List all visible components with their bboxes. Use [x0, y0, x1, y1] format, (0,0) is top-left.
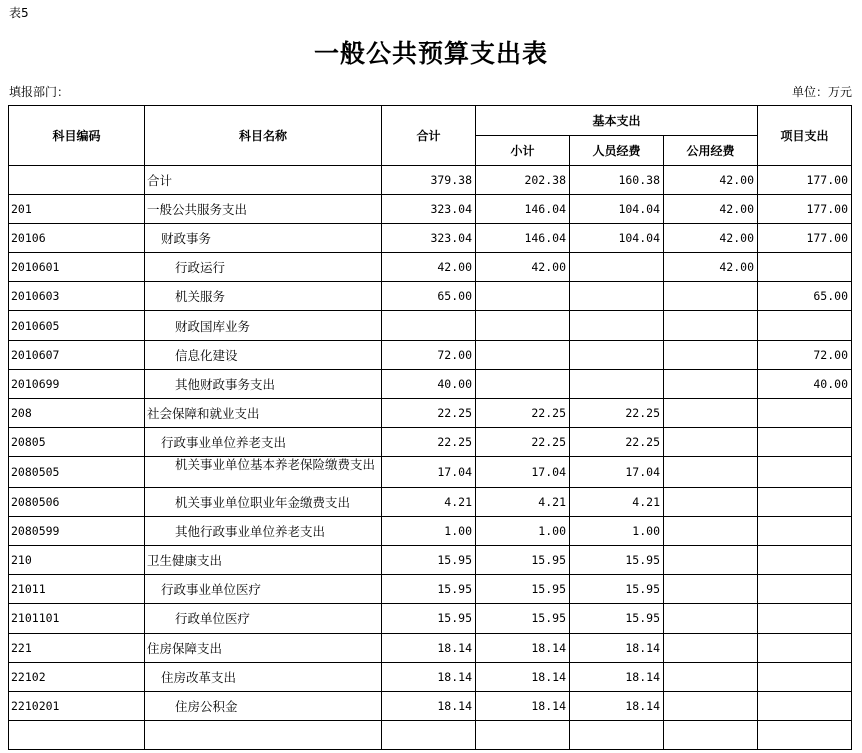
row-code-cell: 210 [9, 546, 145, 575]
row-name-cell: 其他行政事业单位养老支出 [145, 517, 382, 546]
row-personnel-cell: 22.25 [570, 398, 664, 427]
row-project-cell [758, 691, 852, 720]
row-subtotal-cell: 17.04 [476, 456, 570, 487]
row-public-cell [664, 340, 758, 369]
row-subtotal-cell: 18.14 [476, 633, 570, 662]
row-name-cell: 信息化建设 [145, 340, 382, 369]
row-total-cell: 18.14 [382, 691, 476, 720]
table-number-label: 表5 [9, 6, 29, 20]
row-personnel-cell: 22.25 [570, 427, 664, 456]
row-code-cell [9, 166, 145, 195]
row-subtotal-cell: 146.04 [476, 224, 570, 253]
table-row [9, 224, 852, 253]
row-subtotal-cell [476, 311, 570, 340]
table-row [9, 662, 852, 691]
row-total-cell: 22.25 [382, 427, 476, 456]
row-public-cell [664, 282, 758, 311]
row-project-cell [758, 604, 852, 633]
row-name-cell: 住房公积金 [145, 691, 382, 720]
row-total-cell: 15.95 [382, 604, 476, 633]
row-code-cell: 2101101 [9, 604, 145, 633]
row-public-cell [664, 662, 758, 691]
row-public-cell [664, 604, 758, 633]
table-row [9, 691, 852, 720]
row-project-cell [758, 633, 852, 662]
row-code-cell: 2210201 [9, 691, 145, 720]
row-total-cell: 323.04 [382, 195, 476, 224]
row-name-cell: 住房改革支出 [145, 662, 382, 691]
row-personnel-cell: 15.95 [570, 546, 664, 575]
row-code-cell: 22102 [9, 662, 145, 691]
row-personnel-cell [570, 311, 664, 340]
row-name-cell: 机关事业单位职业年金缴费支出 [145, 488, 382, 517]
header-project: 项目支出 [758, 106, 852, 166]
row-subtotal-cell: 15.95 [476, 546, 570, 575]
table-row [9, 253, 852, 282]
row-public-cell [664, 369, 758, 398]
row-project-cell [758, 517, 852, 546]
row-total-cell: 65.00 [382, 282, 476, 311]
row-name-cell: 合计 [145, 166, 382, 195]
row-code-cell: 221 [9, 633, 145, 662]
row-name-cell: 卫生健康支出 [145, 546, 382, 575]
unit-label: 单位：万元 [791, 85, 852, 99]
row-project-cell [758, 253, 852, 282]
row-code-cell: 20106 [9, 224, 145, 253]
table-row [9, 488, 852, 517]
table-body [9, 166, 852, 750]
header-public: 公用经费 [664, 136, 758, 166]
row-total-cell: 18.14 [382, 633, 476, 662]
row-name-cell: 行政运行 [145, 253, 382, 282]
row-project-cell: 72.00 [758, 340, 852, 369]
row-code-cell: 2010607 [9, 340, 145, 369]
row-personnel-cell [570, 720, 664, 749]
row-project-cell: 177.00 [758, 166, 852, 195]
row-total-cell: 15.95 [382, 575, 476, 604]
row-subtotal-cell: 42.00 [476, 253, 570, 282]
table-row [9, 720, 852, 749]
table-row [9, 369, 852, 398]
row-personnel-cell [570, 253, 664, 282]
header-name: 科目名称 [145, 106, 382, 166]
row-code-cell: 20805 [9, 427, 145, 456]
row-personnel-cell [570, 282, 664, 311]
row-subtotal-cell: 18.14 [476, 691, 570, 720]
row-subtotal-cell: 15.95 [476, 604, 570, 633]
row-public-cell [664, 517, 758, 546]
row-code-cell: 201 [9, 195, 145, 224]
row-name-cell: 财政国库业务 [145, 311, 382, 340]
row-name-cell: 住房保障支出 [145, 633, 382, 662]
row-personnel-cell [570, 369, 664, 398]
row-name-cell: 财政事务 [145, 224, 382, 253]
header-personnel: 人员经费 [570, 136, 664, 166]
row-public-cell [664, 456, 758, 487]
table-row [9, 311, 852, 340]
row-personnel-cell: 18.14 [570, 691, 664, 720]
row-total-cell: 379.38 [382, 166, 476, 195]
table-row [9, 282, 852, 311]
row-total-cell: 22.25 [382, 398, 476, 427]
row-total-cell: 72.00 [382, 340, 476, 369]
row-public-cell: 42.00 [664, 253, 758, 282]
row-project-cell [758, 575, 852, 604]
row-public-cell: 42.00 [664, 224, 758, 253]
table-row [9, 456, 852, 487]
row-subtotal-cell: 1.00 [476, 517, 570, 546]
header-basic: 基本支出 [476, 106, 758, 136]
row-subtotal-cell: 4.21 [476, 488, 570, 517]
row-public-cell [664, 427, 758, 456]
row-public-cell [664, 398, 758, 427]
row-personnel-cell: 160.38 [570, 166, 664, 195]
row-subtotal-cell [476, 340, 570, 369]
row-total-cell [382, 311, 476, 340]
page-title: 一般公共预算支出表 [313, 39, 548, 68]
row-project-cell: 177.00 [758, 224, 852, 253]
row-public-cell [664, 720, 758, 749]
row-code-cell: 2010605 [9, 311, 145, 340]
table-row [9, 604, 852, 633]
row-personnel-cell: 15.95 [570, 604, 664, 633]
row-personnel-cell: 17.04 [570, 456, 664, 487]
row-public-cell: 42.00 [664, 195, 758, 224]
table-row [9, 517, 852, 546]
row-project-cell: 40.00 [758, 369, 852, 398]
table-row [9, 398, 852, 427]
row-project-cell [758, 311, 852, 340]
table-row [9, 195, 852, 224]
header-subtotal: 小计 [476, 136, 570, 166]
header-code: 科目编码 [9, 106, 145, 166]
row-project-cell: 65.00 [758, 282, 852, 311]
row-subtotal-cell [476, 720, 570, 749]
row-public-cell [664, 691, 758, 720]
table-row [9, 340, 852, 369]
row-personnel-cell: 1.00 [570, 517, 664, 546]
row-subtotal-cell: 22.25 [476, 398, 570, 427]
row-name-cell: 机关服务 [145, 282, 382, 311]
row-project-cell [758, 720, 852, 749]
row-code-cell: 21011 [9, 575, 145, 604]
row-total-cell: 18.14 [382, 662, 476, 691]
row-name-cell: 一般公共服务支出 [145, 195, 382, 224]
row-subtotal-cell: 146.04 [476, 195, 570, 224]
row-project-cell: 177.00 [758, 195, 852, 224]
row-name-cell: 行政单位医疗 [145, 604, 382, 633]
table-row [9, 546, 852, 575]
row-project-cell [758, 427, 852, 456]
row-subtotal-cell: 18.14 [476, 662, 570, 691]
row-code-cell: 2010603 [9, 282, 145, 311]
row-name-cell: 其他财政事务支出 [145, 369, 382, 398]
row-name-cell: 社会保障和就业支出 [145, 398, 382, 427]
row-public-cell [664, 633, 758, 662]
row-total-cell: 15.95 [382, 546, 476, 575]
row-personnel-cell: 104.04 [570, 195, 664, 224]
row-subtotal-cell: 202.38 [476, 166, 570, 195]
row-public-cell: 42.00 [664, 166, 758, 195]
table-row [9, 427, 852, 456]
row-personnel-cell [570, 340, 664, 369]
row-personnel-cell: 18.14 [570, 633, 664, 662]
row-name-cell: 机关事业单位基本养老保险缴费支出 [145, 456, 382, 487]
row-subtotal-cell [476, 282, 570, 311]
row-total-cell: 17.04 [382, 456, 476, 487]
row-personnel-cell: 104.04 [570, 224, 664, 253]
row-code-cell: 2080505 [9, 456, 145, 487]
row-code-cell: 2080599 [9, 517, 145, 546]
row-public-cell [664, 575, 758, 604]
row-total-cell: 4.21 [382, 488, 476, 517]
row-name-cell [145, 720, 382, 749]
table-row [9, 575, 852, 604]
row-project-cell [758, 662, 852, 691]
row-code-cell [9, 720, 145, 749]
table-row [9, 166, 852, 195]
row-name-cell: 行政事业单位医疗 [145, 575, 382, 604]
row-personnel-cell: 4.21 [570, 488, 664, 517]
row-code-cell: 2010699 [9, 369, 145, 398]
row-public-cell [664, 546, 758, 575]
row-total-cell: 42.00 [382, 253, 476, 282]
row-project-cell [758, 546, 852, 575]
row-total-cell: 1.00 [382, 517, 476, 546]
row-subtotal-cell: 15.95 [476, 575, 570, 604]
row-subtotal-cell [476, 369, 570, 398]
row-public-cell [664, 488, 758, 517]
row-code-cell: 2010601 [9, 253, 145, 282]
budget-table [8, 105, 852, 750]
row-public-cell [664, 311, 758, 340]
row-personnel-cell: 15.95 [570, 575, 664, 604]
row-project-cell [758, 456, 852, 487]
row-total-cell: 323.04 [382, 224, 476, 253]
row-total-cell [382, 720, 476, 749]
table-row [9, 633, 852, 662]
header-total: 合计 [382, 106, 476, 166]
department-label: 填报部门： [9, 85, 70, 99]
row-subtotal-cell: 22.25 [476, 427, 570, 456]
row-name-cell: 行政事业单位养老支出 [145, 427, 382, 456]
row-total-cell: 40.00 [382, 369, 476, 398]
row-code-cell: 2080506 [9, 488, 145, 517]
row-personnel-cell: 18.14 [570, 662, 664, 691]
row-project-cell [758, 488, 852, 517]
row-code-cell: 208 [9, 398, 145, 427]
row-project-cell [758, 398, 852, 427]
